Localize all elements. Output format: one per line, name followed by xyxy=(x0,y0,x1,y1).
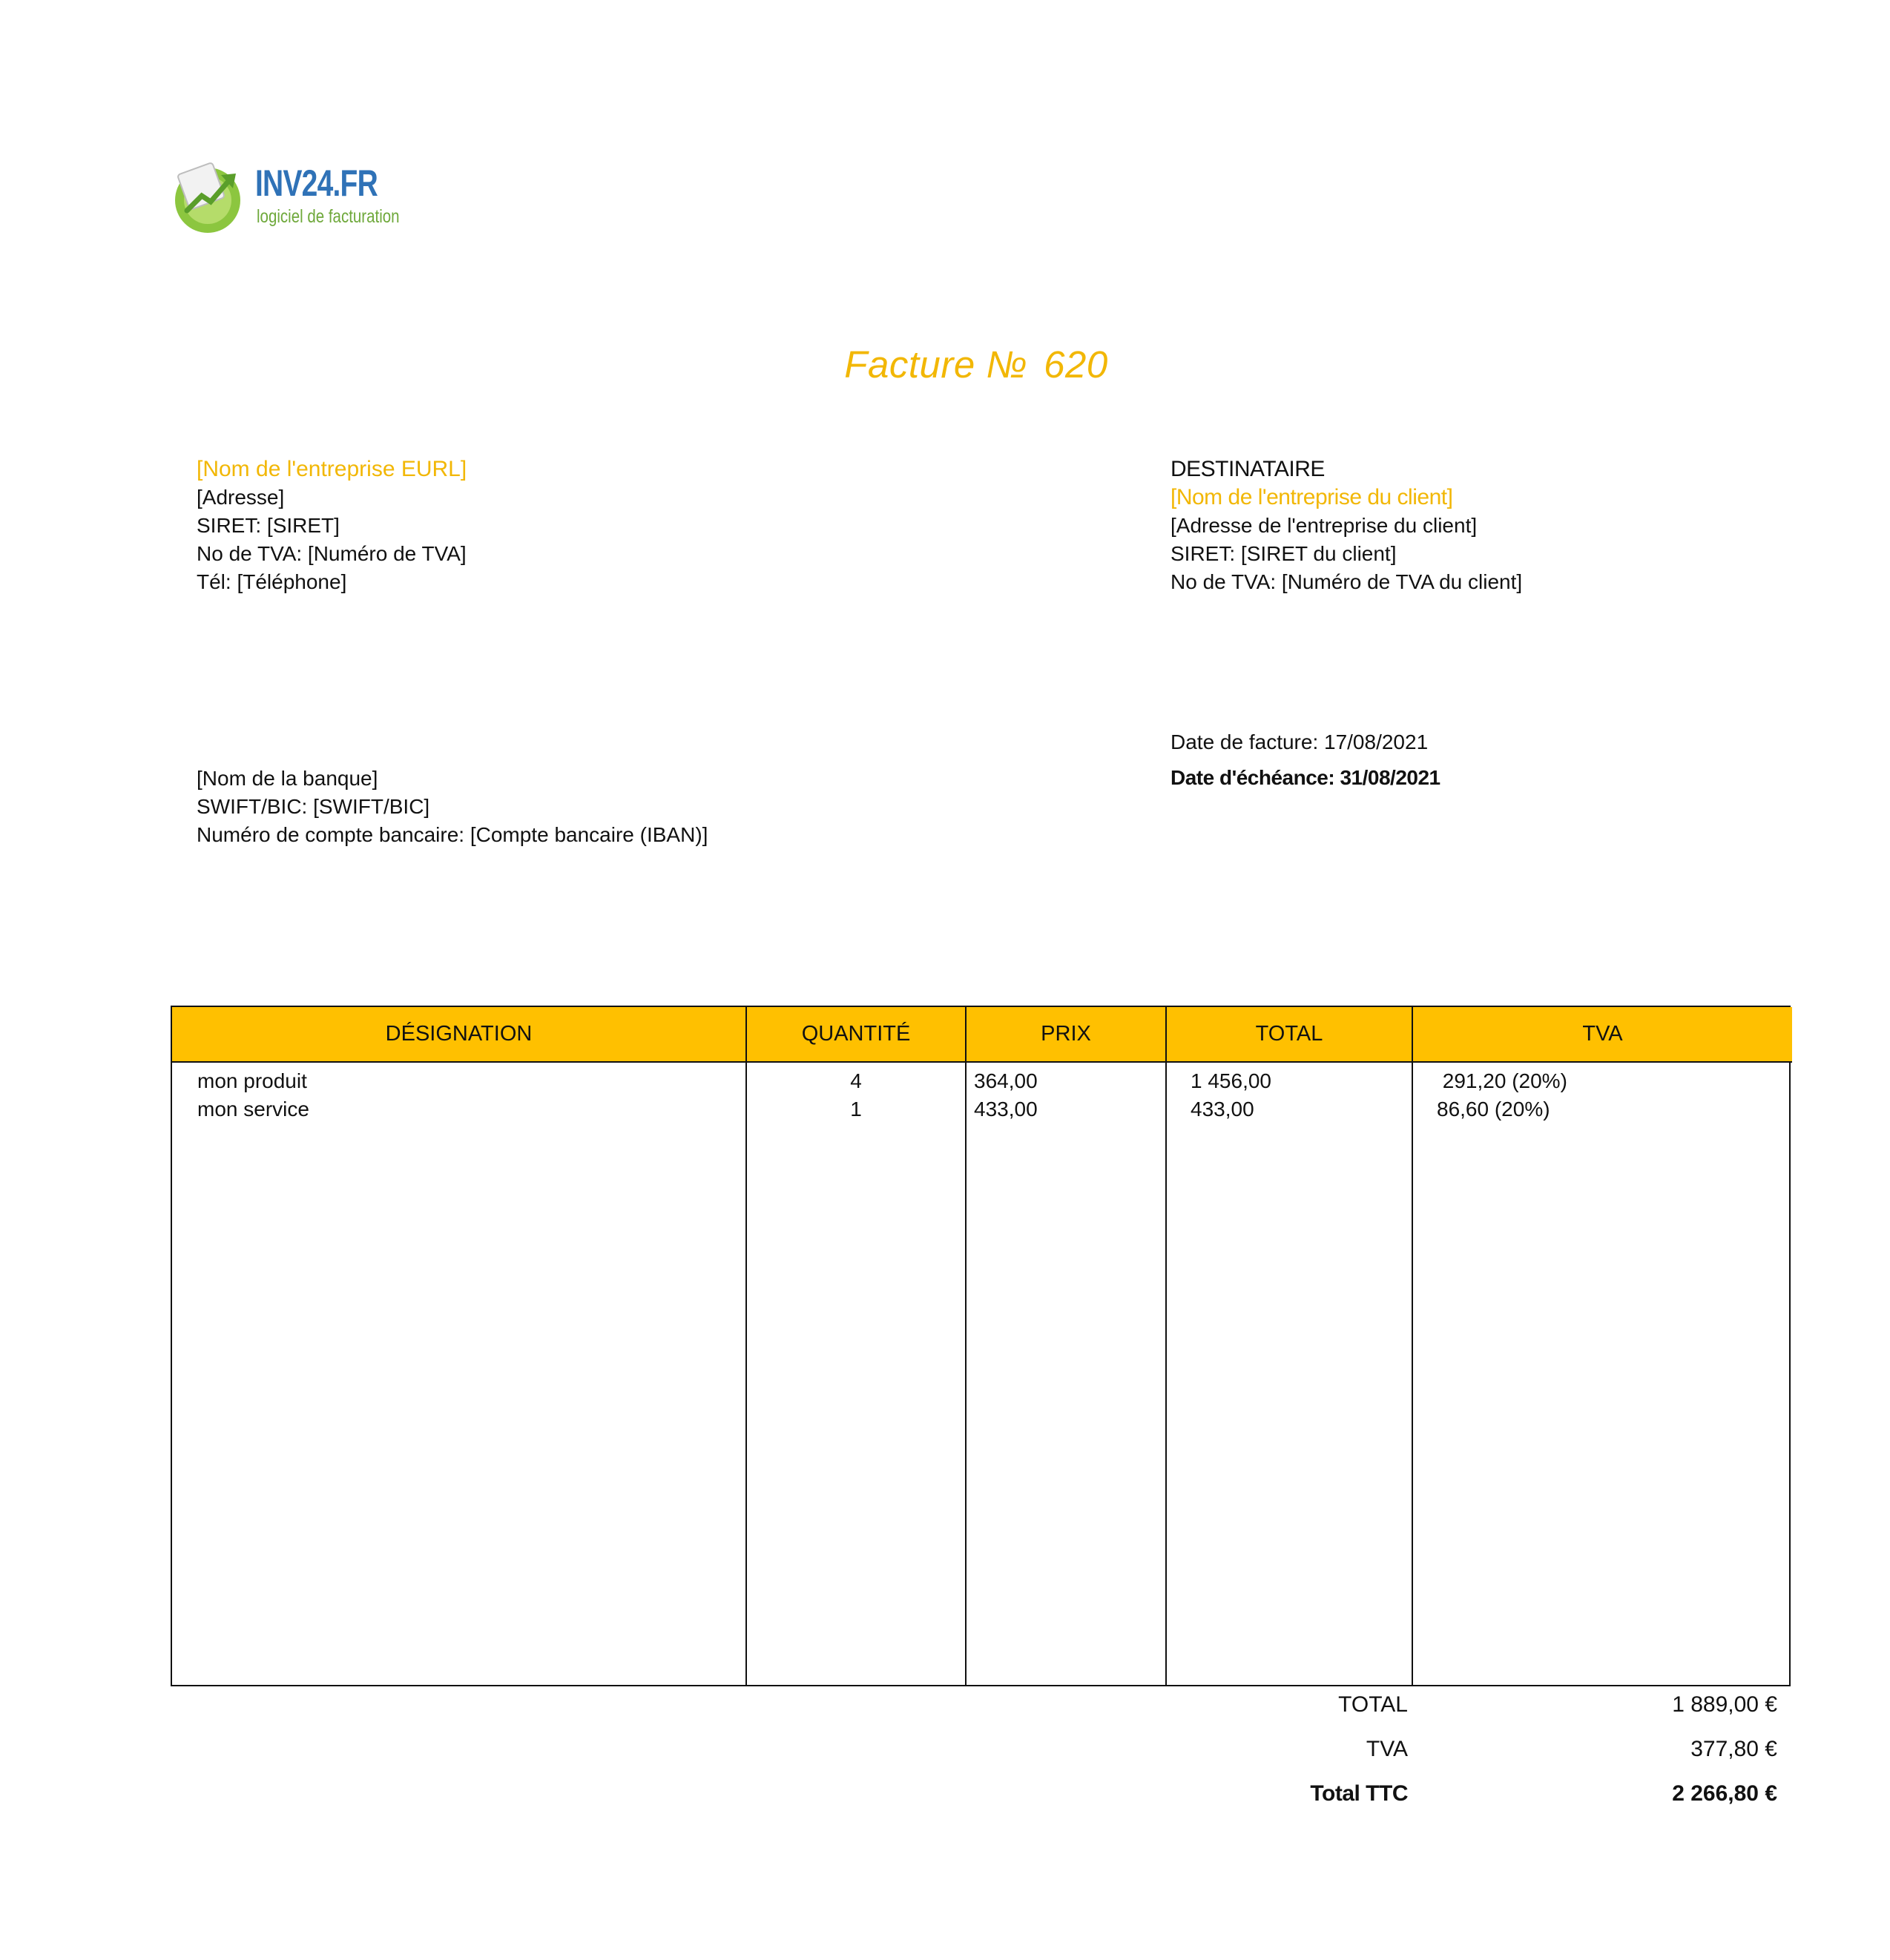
seller-phone: Tél: [Téléphone] xyxy=(197,570,347,593)
prix-cell xyxy=(966,1062,1166,1685)
row-2-prix: 433,00 xyxy=(974,1098,1038,1121)
seller-block xyxy=(197,455,467,596)
row-2-designation: mon service xyxy=(197,1098,309,1121)
logo-tagline: logiciel de facturation xyxy=(257,206,400,227)
row-2-total: 433,00 xyxy=(1191,1098,1254,1121)
logo-name: INV24.FR xyxy=(255,162,378,204)
invoice-title-label: Facture № xyxy=(844,343,1028,386)
bank-account: Numéro de compte bancaire: [Compte bancaire (IBAN)] xyxy=(197,823,708,846)
recipient-block xyxy=(1170,455,1522,596)
row-1-designation: mon produit xyxy=(197,1069,307,1092)
tva-label: TVA xyxy=(1366,1737,1408,1761)
row-2-quantite: 1 xyxy=(850,1098,862,1121)
bank-name: [Nom de la banque] xyxy=(197,767,378,790)
col-header-total: TOTAL xyxy=(1166,1007,1412,1062)
recipient-tva: No de TVA: [Numéro de TVA du client] xyxy=(1170,570,1523,593)
row-1-total: 1 456,00 xyxy=(1191,1069,1271,1092)
tva-cell xyxy=(1412,1062,1792,1685)
ttc-label: Total TTC xyxy=(1310,1781,1408,1806)
total-label: TOTAL xyxy=(1338,1692,1408,1717)
col-header-prix: PRIX xyxy=(966,1007,1166,1062)
col-header-designation: DÉSIGNATION xyxy=(172,1007,746,1062)
due-date: Date d'échéance: 31/08/2021 xyxy=(1170,766,1440,789)
table-header-row xyxy=(172,1007,1792,1062)
row-2-tva: 86,60 (20%) xyxy=(1437,1098,1550,1121)
col-header-quantite: QUANTITÉ xyxy=(746,1007,966,1062)
row-1-prix: 364,00 xyxy=(974,1069,1038,1092)
col-header-tva: TVA xyxy=(1412,1007,1792,1062)
row-1-tva: 291,20 (20%) xyxy=(1437,1069,1567,1092)
items-table xyxy=(171,1006,1791,1686)
total-value: 1 889,00 € xyxy=(1672,1692,1777,1717)
company-logo xyxy=(172,157,417,235)
recipient-siret: SIRET: [SIRET du client] xyxy=(1170,542,1397,565)
seller-siret: SIRET: [SIRET] xyxy=(197,514,340,537)
row-1-quantite: 4 xyxy=(850,1069,862,1092)
recipient-company: [Nom de l'entreprise du client] xyxy=(1170,485,1453,509)
dates-block xyxy=(1170,728,1440,792)
table-body xyxy=(172,1062,1792,1685)
recipient-heading: DESTINATAIRE xyxy=(1170,457,1325,481)
bank-block xyxy=(197,765,708,849)
invoice-date: Date de facture: 17/08/2021 xyxy=(1170,730,1429,753)
logo-icon xyxy=(172,157,254,235)
invoice-title xyxy=(0,343,1890,386)
seller-tva: No de TVA: [Numéro de TVA] xyxy=(197,542,467,565)
seller-address: [Adresse] xyxy=(197,486,285,509)
invoice-number: 620 xyxy=(1044,343,1108,386)
recipient-address: [Adresse de l'entreprise du client] xyxy=(1170,514,1478,537)
bank-swift: SWIFT/BIC: [SWIFT/BIC] xyxy=(197,795,430,818)
ttc-value: 2 266,80 € xyxy=(1672,1781,1777,1806)
tva-value: 377,80 € xyxy=(1690,1737,1777,1761)
designation-cell xyxy=(172,1062,746,1685)
quantite-cell xyxy=(746,1062,966,1685)
seller-company: [Nom de l'entreprise EURL] xyxy=(197,457,467,481)
total-cell xyxy=(1166,1062,1412,1685)
